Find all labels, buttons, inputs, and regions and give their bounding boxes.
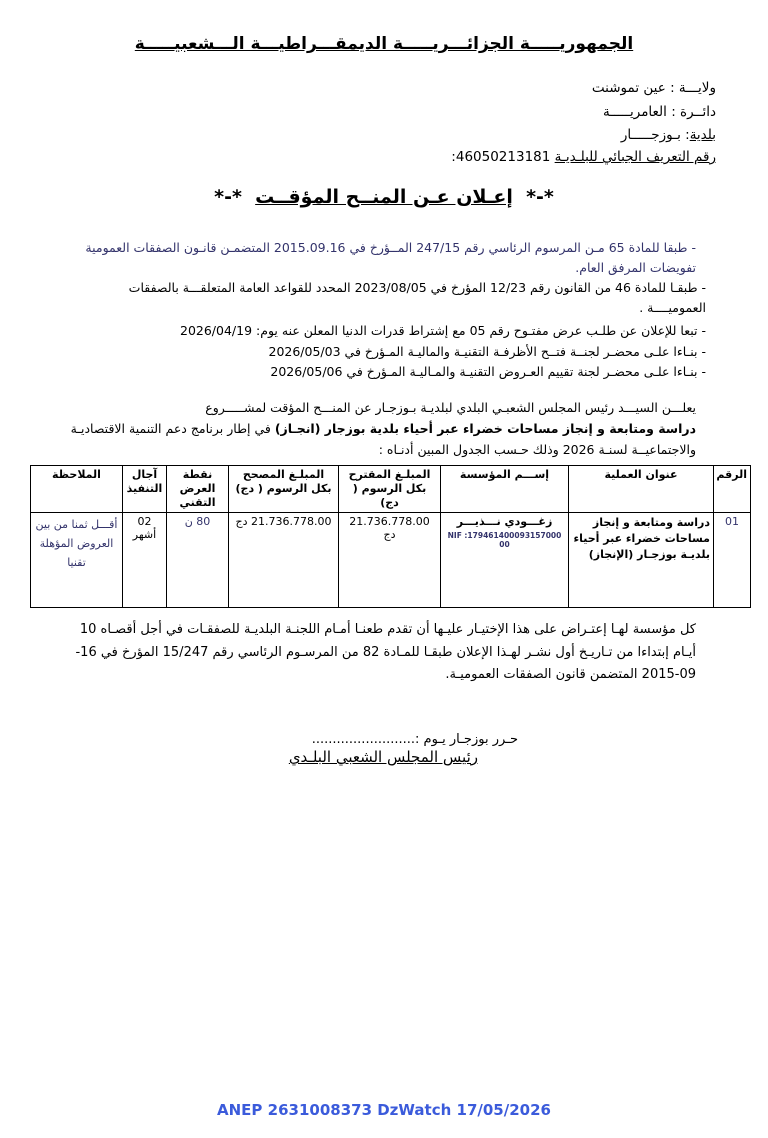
closing-line-1: كل مؤسسة لهـا إعتـراض على هذا الإختيـار عليـها أن تقدم طعنـا أمـام اللجنـة البلديـة للصفقـات في أجل أقصـاه 10 (79, 622, 696, 637)
clause-4: - بنـاءا علـى محضـر لجنــة فتــح الأظرفـة التقنيـة والماليـة المـؤرخ في 2026/05/03 (268, 344, 706, 359)
clause-2: - طبقـا للمادة 46 من القانون رقم 12/23 المؤرخ في 2023/08/05 المحدد للقواعد العامة المتعلقـــة بالصفقات العموميــــة . (128, 280, 706, 315)
baladiya-value: : بـوزجـــــار (620, 127, 690, 143)
enterprise-nif: NIF :179461400093157000​00 (447, 531, 562, 549)
cell-duration: 02 أشهر (123, 513, 167, 608)
republic-heading: الجمهوريـــــة الجزائـــريـــــة الديمقـــراطيـــة الـــشعبيـــــة (134, 34, 634, 54)
announce-line-2 (36, 419, 696, 439)
table-row (31, 513, 751, 608)
enterprise-name: زغـــودي نـــذيـــر (456, 515, 553, 528)
cell-corrected: 21.736.778.00 دج (229, 513, 339, 608)
tax-id-line (451, 149, 716, 165)
signature-place-date: حـرر بوزجـار يـوم :......................... (311, 732, 518, 747)
tax-id-label: رقم التعريف الجبائي للبلـديـة (554, 149, 716, 165)
cell-proposed: 21.736.778.00 دج (339, 513, 441, 608)
closing-line-3: 2015-09 المتضمن قانون الصفقات العموميـة. (445, 667, 696, 682)
closing-line-2: أيـام إبتداءا من تـاريـخ أول نشـر لهـذا الإعلان طبقـا للمـادة 82 من المرسـوم الرئاسي رقم 15/247 المؤرخ في 16- (75, 645, 696, 660)
header-duration: آجال التنفيذ (123, 466, 167, 513)
announcement-title (0, 186, 768, 208)
title-text: إعـلان عـن المنــح المؤقــت (255, 186, 513, 208)
header-corrected: المبلـغ المصحح بكل الرسوم ( دج) (229, 466, 339, 513)
program-text: في إطار برنامج دعم التنمية الاقتصاديـة (70, 421, 275, 436)
header-enterprise: إســـم المؤسسة (441, 466, 569, 513)
clause-1: - طبقا للمادة 65 مـن المرسوم الرئاسي رقم 247/15 المــؤرخ في 2015.09.16 المتضمـن قانـون الصفقات العمومية تفويضات المرفق العام. (85, 240, 696, 275)
header-num: الرقم (714, 466, 751, 513)
cell-note: أقـــل ثمنا من بين العروض المؤهلة تقنيا (31, 513, 123, 608)
table-header-row (31, 466, 751, 513)
award-table (30, 465, 751, 608)
cell-enterprise (441, 513, 569, 608)
clause-3: - تبعا للإعلان عن طلـب عرض مفتـوح رقم 05 مع إشتراط قدرات الدنيا المعلن عنه يوم: 2026/04/19 (180, 323, 706, 338)
wilaya-line: ولايـــة : عين تموشنت (591, 80, 716, 96)
title-suffix: *-* (214, 186, 242, 208)
baladiya-line (621, 127, 716, 143)
header-proposed: المبلـغ المقترح بكل الرسوم ( دج) (339, 466, 441, 513)
clause-5: - بنـاءا علـى محضـر لجنة تقييم العـروض التقنيـة والمـاليـة المـؤرخ في 2026/05/06 (270, 364, 706, 379)
publication-footer: ANEP 2631008373 DzWatch 17/05/2026 (217, 1101, 551, 1119)
baladiya-label: بلدية (689, 127, 716, 143)
header-operation: عنوان العملية (569, 466, 714, 513)
announce-line-1: يعلـــن السيـــد رئيس المجلس الشعبـي البلدي لبلديـة بـوزجـار عن المنـــح المؤقت لمشـــــروع (205, 400, 696, 415)
project-name: دراسة ومتابعة و إنجاز مساحات خضراء عبر أحياء بلدية بوزجار (انجـاز) (274, 421, 696, 436)
cell-operation: دراسة ومتابعة و إنجاز مساحات خضراء عبر أحياء بلديـة بوزجـار (الإنجاز) (569, 513, 714, 608)
announce-line-3: والاجتماعيــة لسنـة 2026 وذلك حـسب الجدول المبين أدنـاه : (378, 442, 696, 457)
daira-line: دائــرة : العامريـــــة (602, 104, 716, 120)
cell-score: 80 ن (167, 513, 229, 608)
signature-signer: رئيس المجلس الشعبي البلـدي (288, 748, 478, 766)
header-note: الملاحظة (31, 466, 123, 513)
header-score: نقطة العرض التقني (167, 466, 229, 513)
tax-id-value: 46050213181: (451, 149, 551, 165)
cell-num: 01 (714, 513, 751, 608)
title-prefix: *-* (526, 186, 554, 208)
